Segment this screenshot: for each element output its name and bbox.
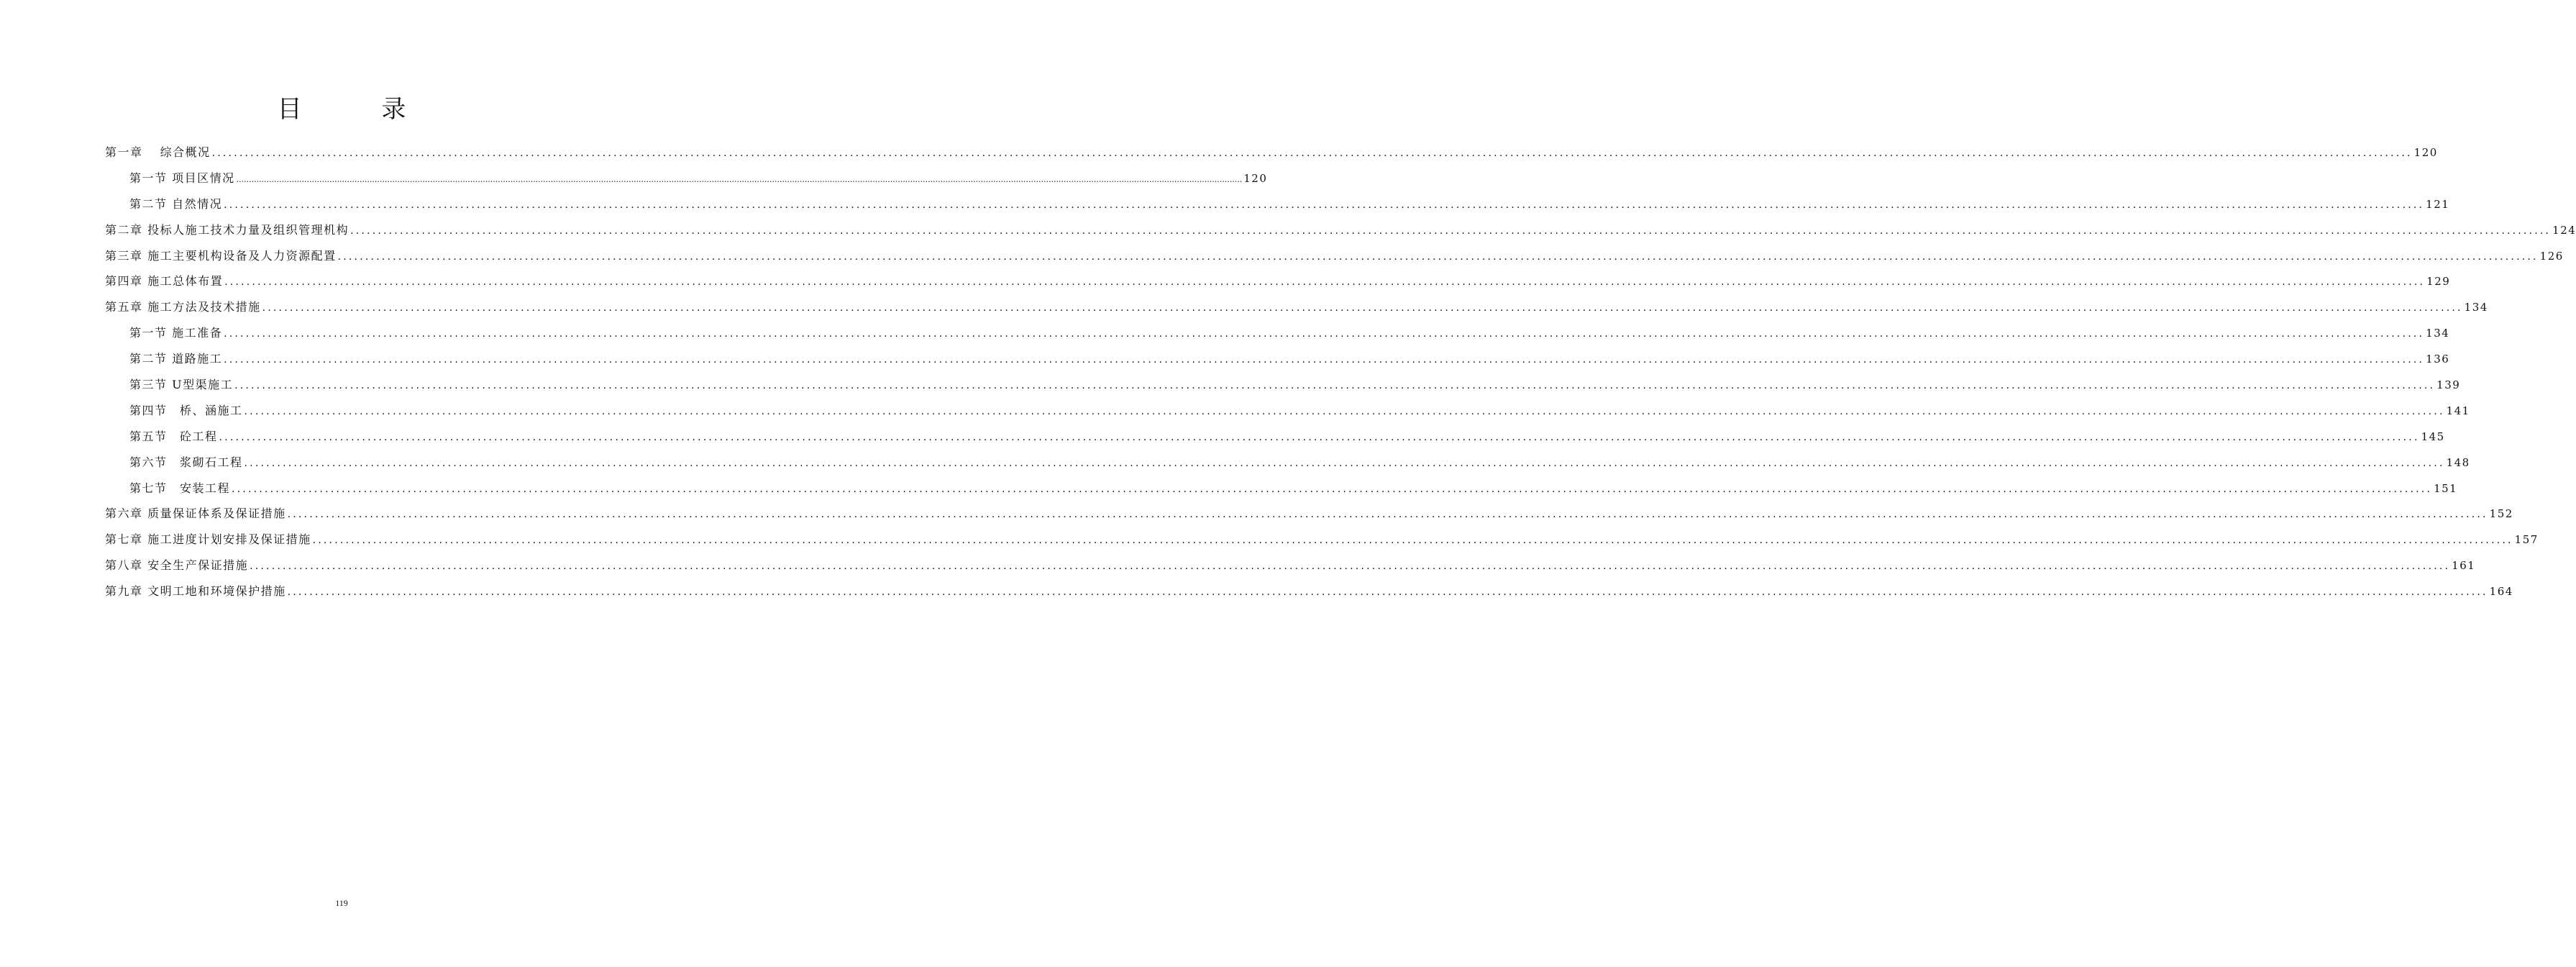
dot-leader: ................................................................................................................................................................................................................................................................................................................................................................................................................ bbox=[350, 224, 2552, 237]
toc-entry-label: 第四章 施工总体布置 bbox=[105, 274, 224, 289]
toc-section-entry[interactable] bbox=[105, 476, 2458, 501]
dot-leader: ................................................................................................................................................................................................................................................................................................................................................................................................................ bbox=[224, 276, 2426, 289]
toc-entry-label: 第二节 自然情况 bbox=[129, 196, 223, 211]
toc-entry-label: 第一节 项目区情况 bbox=[129, 171, 235, 185]
toc-entry-page-number: 152 bbox=[2489, 507, 2513, 521]
dot-leader: ................................................................................................................................................................................................................................................................................................................................................................................................................ bbox=[287, 509, 2488, 521]
toc-entry-label: 第九章 文明工地和环境保护措施 bbox=[105, 584, 286, 599]
toc-entry-label: 第三章 施工主要机构设备及人力资源配置 bbox=[105, 248, 337, 263]
toc-entry-label: 第一章 综合概况 bbox=[105, 145, 211, 159]
toc-entry-label: 第五章 施工方法及技术措施 bbox=[105, 300, 261, 314]
toc-chapter-entry[interactable] bbox=[105, 527, 2539, 553]
toc-entry-page-number: 148 bbox=[2446, 455, 2470, 469]
toc-section-entry[interactable] bbox=[105, 450, 2470, 476]
toc-entry-page-number: 151 bbox=[2434, 481, 2458, 495]
toc-entry-page-number: 124 bbox=[2552, 223, 2576, 237]
toc-entry-label: 第三节 U型渠施工 bbox=[129, 378, 234, 392]
toc-entry-label: 第七章 施工进度计划安排及保证措施 bbox=[105, 532, 311, 547]
toc-entry-page-number: 134 bbox=[2426, 327, 2450, 340]
toc-section-entry[interactable] bbox=[105, 346, 2450, 372]
page-number: 119 bbox=[335, 898, 348, 908]
toc-entry-page-number: 145 bbox=[2421, 430, 2445, 443]
toc-section-entry[interactable] bbox=[105, 424, 2445, 450]
toc-entry-label: 第六章 质量保证体系及保证措施 bbox=[105, 507, 286, 521]
toc-entry-label: 第二章 投标人施工技术力量及组织管理机构 bbox=[105, 222, 350, 237]
toc-section-entry[interactable] bbox=[105, 191, 2450, 217]
dot-leader: ................................................................................................................................................................................................................................................................................................................................................................................................................ bbox=[236, 174, 1243, 184]
dot-leader: ................................................................................................................................................................................................................................................................................................................................................................................................................ bbox=[287, 586, 2488, 599]
dot-leader: ................................................................................................................................................................................................................................................................................................................................................................................................................ bbox=[312, 535, 2513, 547]
dot-leader: ................................................................................................................................................................................................................................................................................................................................................................................................................ bbox=[234, 380, 2436, 392]
toc-entry-label: 第七节 安装工程 bbox=[129, 481, 231, 495]
toc-entry-label: 第五节 砼工程 bbox=[129, 429, 218, 443]
toc-entry-label: 第四节 桥、涵施工 bbox=[129, 403, 243, 417]
toc-entry-page-number: 161 bbox=[2452, 559, 2476, 573]
toc-section-entry[interactable] bbox=[105, 398, 2470, 424]
dot-leader: ................................................................................................................................................................................................................................................................................................................................................................................................................ bbox=[244, 405, 2445, 417]
toc-entry-label: 第八章 安全生产保证措施 bbox=[105, 558, 249, 573]
toc-entry-page-number: 121 bbox=[2426, 197, 2450, 211]
toc-entry-label: 第一节 施工准备 bbox=[129, 326, 223, 340]
toc-entry-label: 第二节 道路施工 bbox=[129, 352, 223, 366]
toc-entry-page-number: 164 bbox=[2489, 585, 2513, 599]
toc-section-entry[interactable] bbox=[105, 320, 2450, 346]
toc-chapter-entry[interactable] bbox=[105, 268, 2451, 294]
toc-chapter-entry[interactable] bbox=[105, 294, 2488, 320]
dot-leader: ................................................................................................................................................................................................................................................................................................................................................................................................................ bbox=[262, 302, 2463, 314]
toc-entry-page-number: 120 bbox=[1243, 171, 1268, 185]
toc-chapter-entry[interactable] bbox=[105, 243, 2564, 269]
toc-chapter-entry[interactable] bbox=[105, 217, 2576, 243]
toc-chapter-entry[interactable] bbox=[105, 501, 2513, 527]
dot-leader: ................................................................................................................................................................................................................................................................................................................................................................................................................ bbox=[211, 147, 2413, 159]
toc-entry-page-number: 134 bbox=[2464, 301, 2488, 314]
dot-leader: ................................................................................................................................................................................................................................................................................................................................................................................................................ bbox=[224, 354, 2425, 366]
dot-leader: ................................................................................................................................................................................................................................................................................................................................................................................................................ bbox=[224, 199, 2425, 211]
toc-chapter-entry[interactable] bbox=[105, 578, 2513, 604]
toc-section-entry[interactable] bbox=[105, 165, 1268, 191]
toc-entry-page-number: 136 bbox=[2426, 353, 2450, 366]
table-of-contents bbox=[105, 140, 2576, 604]
dot-leader: ................................................................................................................................................................................................................................................................................................................................................................................................................ bbox=[250, 560, 2451, 573]
toc-entry-label: 第六节 浆砌石工程 bbox=[129, 455, 243, 469]
dot-leader: ................................................................................................................................................................................................................................................................................................................................................................................................................ bbox=[232, 483, 2433, 495]
toc-section-entry[interactable] bbox=[105, 372, 2461, 398]
page-title: 目 录 bbox=[277, 95, 442, 124]
toc-chapter-entry[interactable] bbox=[105, 140, 2438, 165]
toc-entry-page-number: 120 bbox=[2413, 146, 2438, 159]
dot-leader: ................................................................................................................................................................................................................................................................................................................................................................................................................ bbox=[337, 250, 2539, 263]
toc-entry-page-number: 129 bbox=[2426, 275, 2451, 289]
toc-entry-page-number: 141 bbox=[2446, 404, 2470, 417]
toc-entry-page-number: 139 bbox=[2436, 378, 2461, 392]
dot-leader: ................................................................................................................................................................................................................................................................................................................................................................................................................ bbox=[224, 328, 2425, 340]
toc-entry-page-number: 157 bbox=[2514, 533, 2539, 547]
toc-entry-page-number: 126 bbox=[2539, 249, 2564, 263]
dot-leader: ................................................................................................................................................................................................................................................................................................................................................................................................................ bbox=[219, 431, 2420, 443]
dot-leader: ................................................................................................................................................................................................................................................................................................................................................................................................................ bbox=[244, 457, 2445, 469]
toc-chapter-entry[interactable] bbox=[105, 553, 2476, 578]
